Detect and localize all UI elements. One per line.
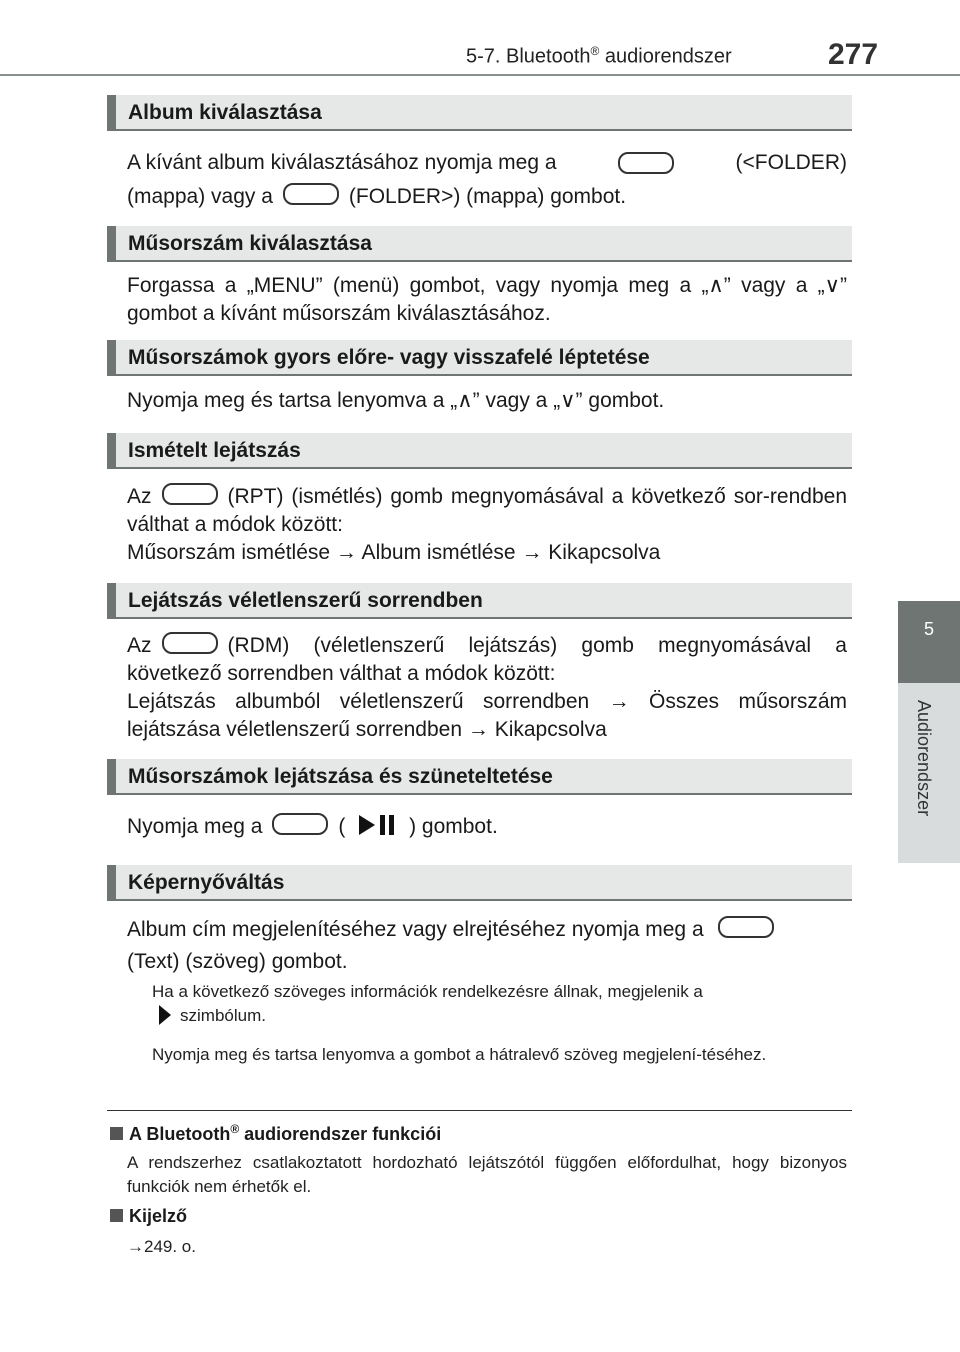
section-text: Nyomja meg és tartsa lenyomva a „∧” vagy a „∨” gombot.: [127, 389, 665, 412]
rdm-button-icon: [162, 632, 218, 654]
chapter-tab: [898, 601, 960, 683]
section-heading: Ismételt lejátszás: [107, 433, 852, 469]
section-text: Az (RDM) (véletlenszerű lejátszás) gomb megnyomásával a következő sorrendben válthat a módok között: Lejátszás albumból véletlenszerű sorrendben → Összes műsorszám lejátszása véletlenszerű sorrendben → Kikapcsolva: [127, 634, 847, 741]
section-text: A kívánt album kiválasztásához nyomja meg a (<FOLDER) (mappa) vagy a (FOLDER>) (mappa) gombot.: [127, 151, 847, 208]
note-heading: Kijelző: [110, 1206, 187, 1227]
chapter-label: Audiorendszer: [914, 700, 934, 817]
more-text-icon: [158, 1004, 172, 1026]
page-reference: →249. o.: [127, 1237, 196, 1256]
section-heading: Műsorszám kiválasztása: [107, 226, 852, 262]
note-body: A rendszerhez csatlakoztatott hordozható lejátszótól függően előfordulhat, hogy bizonyos funkciók nem érhetők el.: [127, 1153, 847, 1196]
rpt-button-icon: [162, 483, 218, 505]
note-heading: A Bluetooth® audiorendszer funkciói: [110, 1122, 441, 1145]
header-rule: [0, 74, 960, 76]
text-button-icon: [718, 916, 774, 938]
section-heading: Lejátszás véletlenszerű sorrendben: [107, 583, 852, 619]
section-text: Az (RPT) (ismétlés) gomb megnyomásával a következő sor-rendben válthat a módok között: Műsorszám ismétlése → Album ismétlése → Kikapcsolva: [127, 485, 847, 564]
play-pause-button-icon: [272, 813, 328, 835]
section-text: Forgassa a „MENU” (menü) gombot, vagy nyomja meg a „∧” vagy a „∨” gombot a kívánt műsorszám kiválasztásához.: [127, 274, 847, 325]
section-text: Nyomja meg a ( ) gombot.: [127, 815, 498, 838]
page-number: 277: [828, 38, 879, 71]
folder-next-button-icon: [283, 183, 339, 205]
section-text: Album cím megjelenítéséhez vagy elrejtéséhez nyomja meg a (Text) (szöveg) gombot.: [127, 914, 847, 978]
folder-prev-button-icon: [618, 152, 674, 174]
play-pause-icon: [355, 814, 399, 836]
note-text: Ha a következő szöveges információk rendelkezésre állnak, megjelenik a szimbólum.: [152, 982, 703, 1025]
section-title: 5-7. Bluetooth® audiorendszer: [466, 44, 732, 68]
square-bullet-icon: [110, 1127, 123, 1140]
section-heading: Képernyőváltás: [107, 865, 852, 901]
section-heading: Műsorszámok gyors előre- vagy visszafelé léptetése: [107, 340, 852, 376]
footer-divider: [107, 1110, 852, 1111]
section-heading: Album kiválasztása: [107, 95, 852, 131]
square-bullet-icon: [110, 1209, 123, 1222]
chapter-number: 5: [923, 619, 934, 639]
section-heading: Műsorszámok lejátszása és szüneteltetése: [107, 759, 852, 795]
note-text: Nyomja meg és tartsa lenyomva a gombot a hátralevő szöveg megjelení-téséhez.: [152, 1045, 767, 1064]
